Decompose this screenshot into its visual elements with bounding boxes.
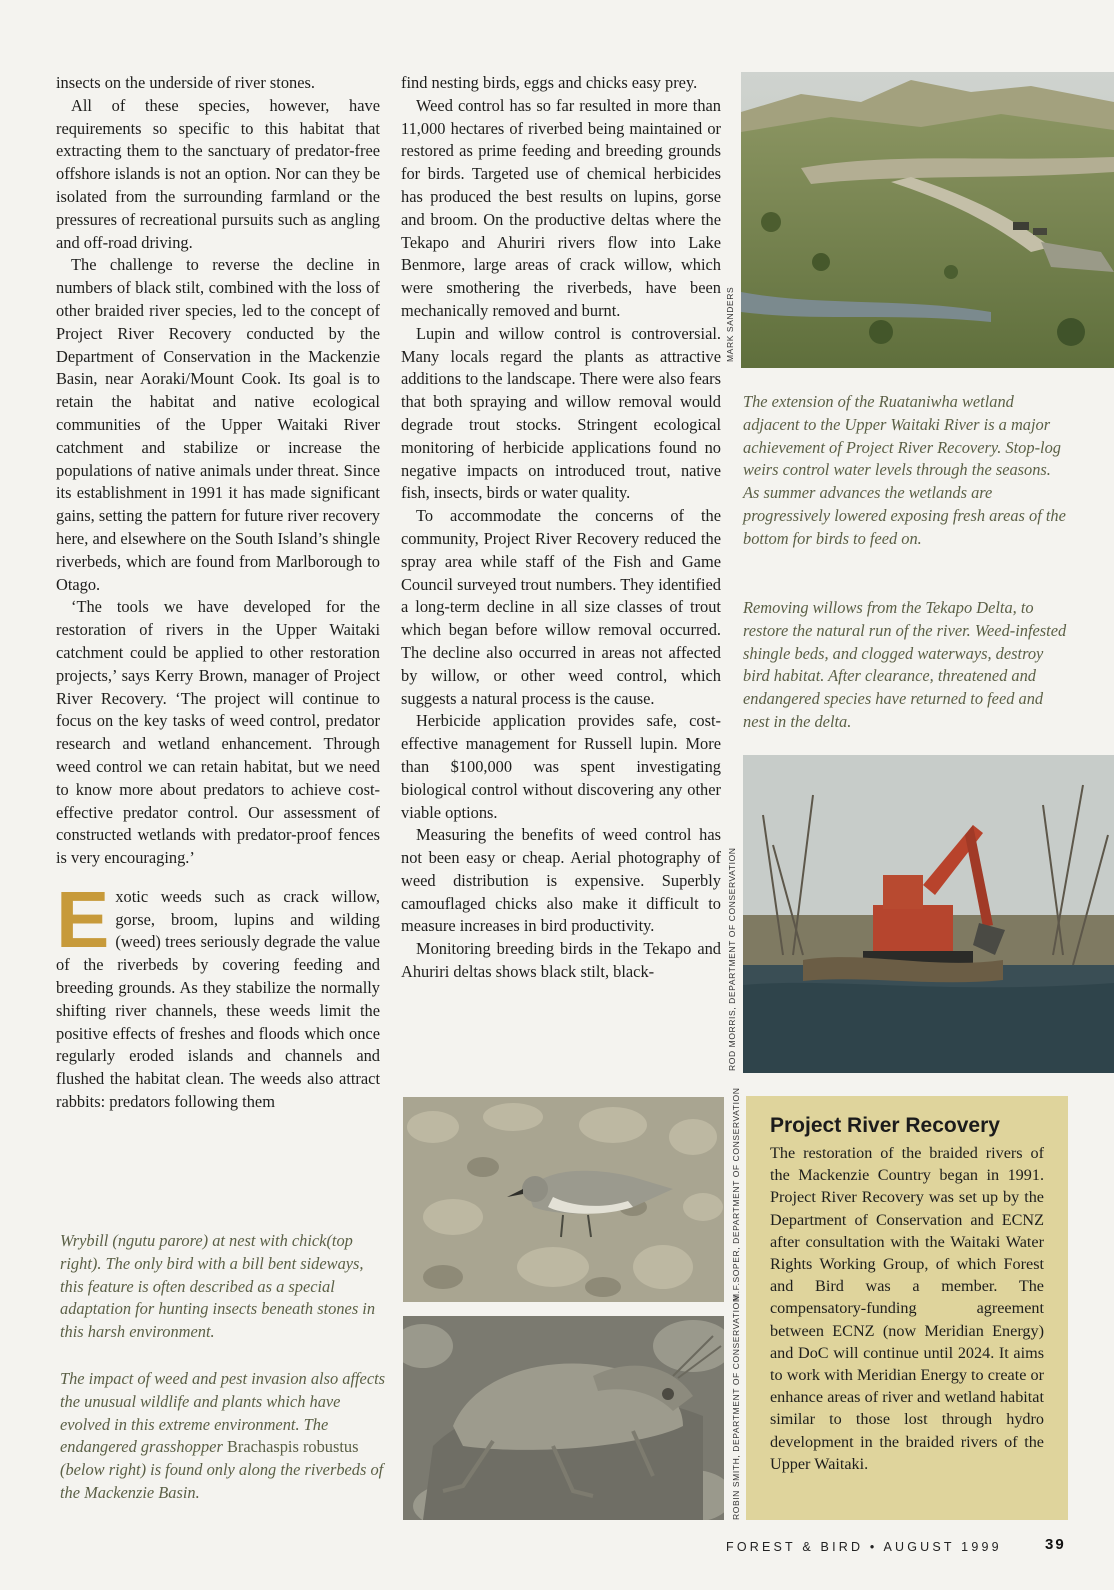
col1-paragraph-5-text: xotic weeds such as crack willow, gorse, broom, lupins and wilding (weed) trees seriously degrade the value of the riverbeds by covering feeding and breeding grounds. As they stabilize the normally shifting river channels, these weeds limit the positive effects of freshes and floods which once regularly eroded islands and channels and flushed the habitat clean. The weeds also attract rabbits: predators following them — [56, 886, 380, 1112]
column-2 — [401, 72, 721, 984]
col2-paragraph-4: To accommodate the concerns of the community, Project River Recovery reduced the spray area while staff of the Fish and Game Council surveyed trout numbers. They identified a long-term decline in all size classes of trout which began before willow removal occurred. The decline also occurred in areas not affected by willow, or other weed control, which suggests a natural process is the cause. — [401, 506, 721, 708]
magazine-footer: FOREST & BIRD • AUGUST 1999 — [726, 1540, 1002, 1554]
sidebar-title: Project River Recovery — [770, 1114, 1000, 1137]
drop-cap: E — [56, 874, 110, 964]
grasshopper-caption — [60, 1368, 386, 1505]
col1-paragraph-5 — [56, 874, 380, 1114]
excavator-photo — [743, 755, 1114, 1073]
sidebar-body: The restoration of the braided rivers of the Mackenzie Country began in 1991. Project River Recovery was set up by the Department of Conservation and ECNZ after consultation with the Waitaki Water Rights Working Group, of which Forest and Bird was a member. The compensatory-funding agreement between ECNZ (now Meridian Energy) and DoC will continue until 2024. It aims to work with Meridian Energy to create or enhance areas of river and wetland habitat similar to those lost through hydro development in the braided rivers of the Upper Waitaki. — [770, 1144, 1044, 1473]
grasshopper-caption-a: The impact of weed and pest invasion also affects the unusual wildlife and plants which have evolved in this extreme environment. The endangered grasshopper — [60, 1369, 386, 1457]
col2-paragraph-7: Monitoring breeding birds in the Tekapo and Ahuriri deltas shows black stilt, black- — [401, 939, 721, 982]
grasshopper-caption-b: (below right) is found only along the riverbeds of the Mackenzie Basin. — [60, 1460, 384, 1502]
grasshopper-photo — [403, 1316, 724, 1520]
wrybill-photo-credit: M.F.SOPER, DEPARTMENT OF CONSERVATION — [731, 1087, 741, 1301]
col2-paragraph-6: Measuring the benefits of weed control has not been easy or cheap. Aerial photography of weed distribution is expensive. Superbly camouflaged chicks also make it difficult to measure increases in bird productivity. — [401, 825, 721, 936]
col2-paragraph-2: Weed control has so far resulted in more than 11,000 hectares of riverbed being maintained or restored as prime feeding and breeding grounds for birds. Targeted use of chemical herbicides has produced the best results on lupins, gorse and broom. On the productive deltas where the Tekapo and Ahuriri rivers flow into Lake Benmore, large areas of crack willow, which were smothering the riverbeds, have been mechanically removed and burnt. — [401, 95, 721, 320]
col1-paragraph-4: ‘The tools we have developed for the restoration of rivers in the Upper Waitaki catchment could be applied to other restoration projects,’ says Kerry Brown, manager of Project River Recovery. ‘The project will continue to focus on the key tasks of weed control, predator research and wetland enhancement. Through weed control we can retain habitat, but we need to know more about predators to achieve cost-effective predator control. Our assessment of constructed wetlands with predator-proof fences is very encouraging.’ — [56, 597, 380, 868]
col1-paragraph-2: All of these species, however, have requirements so specific to this habitat that extracting them to the sanctuary of predator-free offshore islands is not an option. Nor can they be isolated from the surrounding farmland or the pressures of recreational pursuits such as angling and off-road driving. — [56, 95, 380, 252]
page-number: 39 — [1045, 1536, 1066, 1553]
col2-paragraph-1: find nesting birds, eggs and chicks easy prey. — [401, 73, 698, 92]
wetland-photo-credit: MARK SANDERS — [725, 286, 735, 362]
wrybill-photo — [403, 1097, 724, 1302]
wetland-caption: The extension of the Ruataniwha wetland adjacent to the Upper Waitaki River is a major achievement of Project River Recovery. Stop-log weirs control water levels through the seasons. As summer advances the wetlands are progressively lowered exposing fresh areas of the bottom for birds to feed on. — [743, 392, 1066, 548]
grasshopper-photo-credit: ROBIN SMITH, DEPARTMENT OF CONSERVATION — [731, 1295, 741, 1520]
col1-paragraph-1: insects on the underside of river stones. — [56, 73, 316, 92]
excavator-photo-credit: ROD MORRIS, DEPARTMENT OF CONSERVATION — [727, 847, 737, 1071]
wrybill-caption: Wrybill (ngutu parore) at nest with chick(top right). The only bird with a bill bent sideways, this feature is often described as a special adaptation for hunting insects beneath stones in this harsh environment. — [60, 1231, 376, 1342]
project-river-recovery-sidebar — [746, 1096, 1068, 1520]
col2-paragraph-5: Herbicide application provides safe, cost-effective management for Russell lupin. More than $100,000 was spent investigating biological control without discovering any other viable options. — [401, 711, 721, 822]
willows-caption: Removing willows from the Tekapo Delta, to restore the natural run of the river. Weed-infested shingle beds, and clogged waterways, destroy bird habitat. After clearance, threatened and endangered species have returned to feed and nest in the delta. — [743, 598, 1067, 731]
col2-paragraph-3: Lupin and willow control is controversial. Many locals regard the plants as attractive additions to the landscape. There were also fears that both spraying and willow removal would degrade trout stocks. Stringent ecological monitoring of herbicide applications found no negative impacts on introduced trout, native fish, insects, birds or water quality. — [401, 323, 721, 503]
wetland-photo — [741, 72, 1114, 368]
column-1 — [56, 72, 380, 1114]
species-name: Brachaspis robustus — [226, 1437, 359, 1457]
col1-paragraph-3: The challenge to reverse the decline in numbers of black stilt, combined with the loss of other braided river species, led to the concept of Project River Recovery conducted by the Department of Conservation in the Mackenzie Basin, near Aoraki/Mount Cook. Its goal is to retain the habitat and native ecological communities of the Upper Waitaki River catchment and stabilize or increase the populations of native animals under threat. Since its establishment in 1991 it has made significant gains, setting the pattern for future river recovery here, and elsewhere on the South Island’s shingle riverbeds, which are found from Marlborough to Otago. — [56, 255, 380, 594]
